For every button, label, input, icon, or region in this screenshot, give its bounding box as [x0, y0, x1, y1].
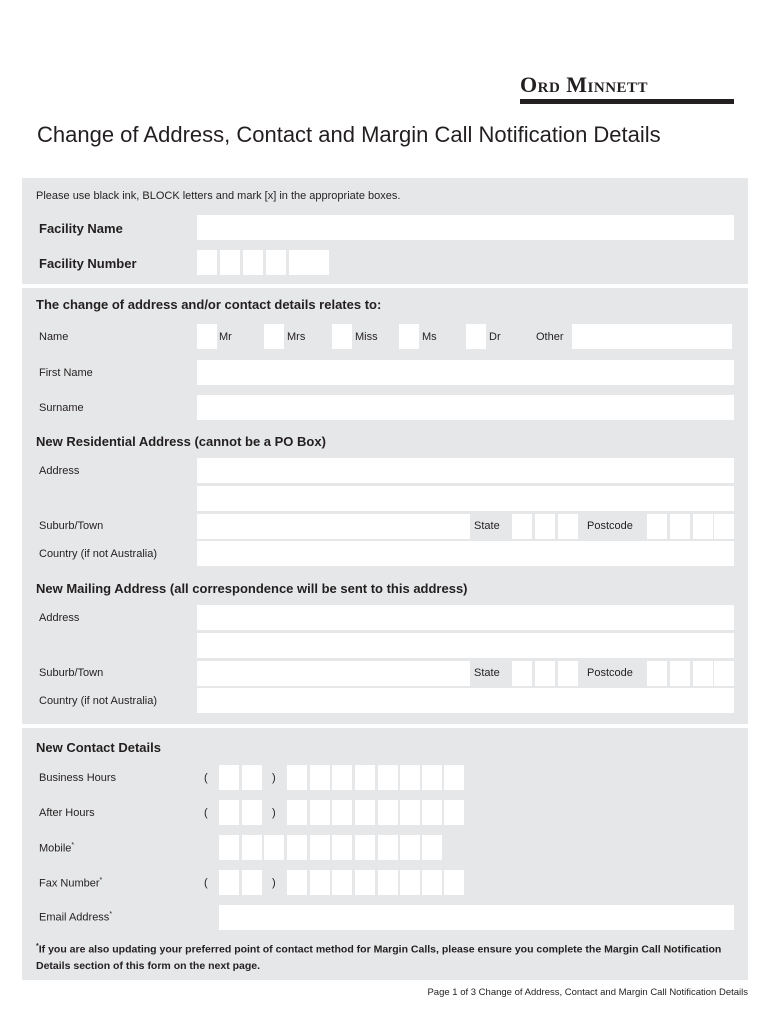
- mobile-digit-8[interactable]: [378, 835, 398, 860]
- logo-underline: [520, 99, 734, 104]
- title-ms-checkbox[interactable]: [399, 324, 419, 349]
- mailing-address-label: Address: [39, 612, 80, 624]
- surname-input[interactable]: [197, 395, 734, 420]
- title-other-input[interactable]: [572, 324, 732, 349]
- mailing-address-line-2[interactable]: [197, 633, 734, 658]
- residential-country-label: Country (if not Australia): [39, 548, 157, 560]
- fax-digit-4[interactable]: [355, 870, 375, 895]
- residential-heading: New Residential Address (cannot be a PO Box): [36, 434, 326, 449]
- mailing-suburb-label: Suburb/Town: [39, 667, 104, 679]
- facility-number-digit-3[interactable]: [243, 250, 263, 275]
- title-mr-checkbox[interactable]: [197, 324, 217, 349]
- business-digit-8[interactable]: [444, 765, 464, 790]
- fax-open-paren: (: [204, 877, 208, 889]
- mailing-postcode-digit-3[interactable]: [693, 661, 713, 686]
- after-digit-8[interactable]: [444, 800, 464, 825]
- facility-name-label: Facility Name: [39, 221, 123, 236]
- after-open-paren: (: [204, 807, 208, 819]
- page-footer: Page 1 of 3 Change of Address, Contact and Margin Call Notification Details: [427, 987, 748, 998]
- fax-digit-8[interactable]: [444, 870, 464, 895]
- residential-postcode-digit-1[interactable]: [647, 514, 667, 539]
- fax-digit-1[interactable]: [287, 870, 307, 895]
- after-digit-7[interactable]: [422, 800, 442, 825]
- residential-address-line-1[interactable]: [197, 458, 734, 483]
- facility-number-digit-4[interactable]: [266, 250, 286, 275]
- mailing-state-char-1[interactable]: [512, 661, 532, 686]
- after-digit-3[interactable]: [332, 800, 352, 825]
- fax-asterisk: *: [99, 877, 103, 884]
- mobile-digit-6[interactable]: [332, 835, 352, 860]
- mailing-address-line-1[interactable]: [197, 605, 734, 630]
- mailing-postcode-label: Postcode: [587, 667, 633, 679]
- title-miss-label: Miss: [355, 331, 378, 343]
- instructions-text: Please use black ink, BLOCK letters and mark [x] in the appropriate boxes.: [36, 190, 401, 202]
- residential-state-label: State: [474, 520, 500, 532]
- residential-postcode-digit-4[interactable]: [714, 514, 734, 539]
- contact-heading: New Contact Details: [36, 740, 161, 755]
- after-digit-5[interactable]: [378, 800, 398, 825]
- facility-number-digit-5[interactable]: [289, 250, 309, 275]
- business-area-digit-1[interactable]: [219, 765, 239, 790]
- after-digit-2[interactable]: [310, 800, 330, 825]
- email-asterisk: *: [109, 911, 113, 918]
- residential-state-char-1[interactable]: [512, 514, 532, 539]
- mailing-postcode-digit-4[interactable]: [714, 661, 734, 686]
- mobile-digit-4[interactable]: [287, 835, 307, 860]
- business-digit-6[interactable]: [400, 765, 420, 790]
- title-mrs-checkbox[interactable]: [264, 324, 284, 349]
- fax-area-digit-1[interactable]: [219, 870, 239, 895]
- note-asterisk: *: [36, 943, 39, 950]
- residential-postcode-digit-2[interactable]: [670, 514, 690, 539]
- residential-suburb-label: Suburb/Town: [39, 520, 104, 532]
- logo-text: Ord Minnett: [520, 72, 649, 97]
- fax-digit-7[interactable]: [422, 870, 442, 895]
- residential-address-line-2[interactable]: [197, 486, 734, 511]
- mobile-digit-1[interactable]: [219, 835, 239, 860]
- mailing-country-label: Country (if not Australia): [39, 695, 157, 707]
- mailing-state-char-3[interactable]: [558, 661, 578, 686]
- after-close-paren: ): [272, 807, 276, 819]
- fax-digit-2[interactable]: [310, 870, 330, 895]
- business-digit-7[interactable]: [422, 765, 442, 790]
- after-hours-label: After Hours: [39, 807, 95, 819]
- facility-section: [22, 178, 748, 284]
- business-digit-2[interactable]: [310, 765, 330, 790]
- fax-digit-3[interactable]: [332, 870, 352, 895]
- business-digit-3[interactable]: [332, 765, 352, 790]
- fax-close-paren: ): [272, 877, 276, 889]
- title-ms-label: Ms: [422, 331, 437, 343]
- mailing-country-input[interactable]: [197, 688, 734, 713]
- relates-heading: The change of address and/or contact details relates to:: [36, 297, 382, 312]
- name-label: Name: [39, 331, 69, 343]
- first-name-input[interactable]: [197, 360, 734, 385]
- contact-section: [22, 728, 748, 980]
- facility-number-label: Facility Number: [39, 256, 137, 271]
- business-digit-1[interactable]: [287, 765, 307, 790]
- email-label: Email Address*: [39, 911, 113, 924]
- email-input[interactable]: [219, 905, 734, 930]
- facility-number-digit-6[interactable]: [309, 250, 329, 275]
- residential-state-char-2[interactable]: [535, 514, 555, 539]
- business-digit-4[interactable]: [355, 765, 375, 790]
- address-section: [22, 288, 748, 724]
- mailing-heading: New Mailing Address (all correspondence will be sent to this address): [36, 581, 468, 596]
- mobile-digit-2[interactable]: [242, 835, 262, 860]
- residential-postcode-label: Postcode: [587, 520, 633, 532]
- mailing-state-char-2[interactable]: [535, 661, 555, 686]
- mailing-suburb-input[interactable]: [197, 661, 470, 686]
- first-name-label: First Name: [39, 367, 93, 379]
- mobile-digit-5[interactable]: [310, 835, 330, 860]
- after-digit-4[interactable]: [355, 800, 375, 825]
- residential-country-input[interactable]: [197, 541, 734, 566]
- page-title: Change of Address, Contact and Margin Call Notification Details: [37, 122, 661, 147]
- mobile-digit-3[interactable]: [264, 835, 284, 860]
- mobile-digit-10[interactable]: [422, 835, 442, 860]
- business-area-digit-2[interactable]: [242, 765, 262, 790]
- margin-call-note: *If you are also updating your preferred point of contact method for Margin Calls, please ensure you complete the Margin Call Notification Details section of this form on the next page.: [36, 943, 722, 972]
- business-close-paren: ): [272, 772, 276, 784]
- business-open-paren: (: [204, 772, 208, 784]
- facility-number-digit-2[interactable]: [220, 250, 240, 275]
- title-dr-checkbox[interactable]: [466, 324, 486, 349]
- fax-area-digit-2[interactable]: [242, 870, 262, 895]
- mobile-digit-7[interactable]: [355, 835, 375, 860]
- business-digit-5[interactable]: [378, 765, 398, 790]
- after-digit-6[interactable]: [400, 800, 420, 825]
- residential-state-char-3[interactable]: [558, 514, 578, 539]
- surname-label: Surname: [39, 402, 84, 414]
- business-hours-label: Business Hours: [39, 772, 117, 784]
- mailing-postcode-digit-2[interactable]: [670, 661, 690, 686]
- title-other-label: Other: [536, 331, 564, 343]
- title-miss-checkbox[interactable]: [332, 324, 352, 349]
- mobile-digit-9[interactable]: [400, 835, 420, 860]
- mailing-postcode-digit-1[interactable]: [647, 661, 667, 686]
- title-mr-label: Mr: [219, 331, 232, 343]
- fax-digit-6[interactable]: [400, 870, 420, 895]
- title-dr-label: Dr: [489, 331, 501, 343]
- mobile-label: Mobile*: [39, 842, 75, 855]
- fax-label: Fax Number*: [39, 877, 103, 890]
- ord-minnett-logo: [520, 72, 734, 104]
- mobile-asterisk: *: [71, 842, 75, 849]
- fax-digit-5[interactable]: [378, 870, 398, 895]
- mailing-state-label: State: [474, 667, 500, 679]
- after-area-digit-2[interactable]: [242, 800, 262, 825]
- facility-number-digit-1[interactable]: [197, 250, 217, 275]
- after-digit-1[interactable]: [287, 800, 307, 825]
- after-area-digit-1[interactable]: [219, 800, 239, 825]
- facility-name-input[interactable]: [197, 215, 734, 240]
- residential-postcode-digit-3[interactable]: [693, 514, 713, 539]
- residential-address-label: Address: [39, 465, 80, 477]
- residential-suburb-input[interactable]: [197, 514, 470, 539]
- title-mrs-label: Mrs: [287, 331, 306, 343]
